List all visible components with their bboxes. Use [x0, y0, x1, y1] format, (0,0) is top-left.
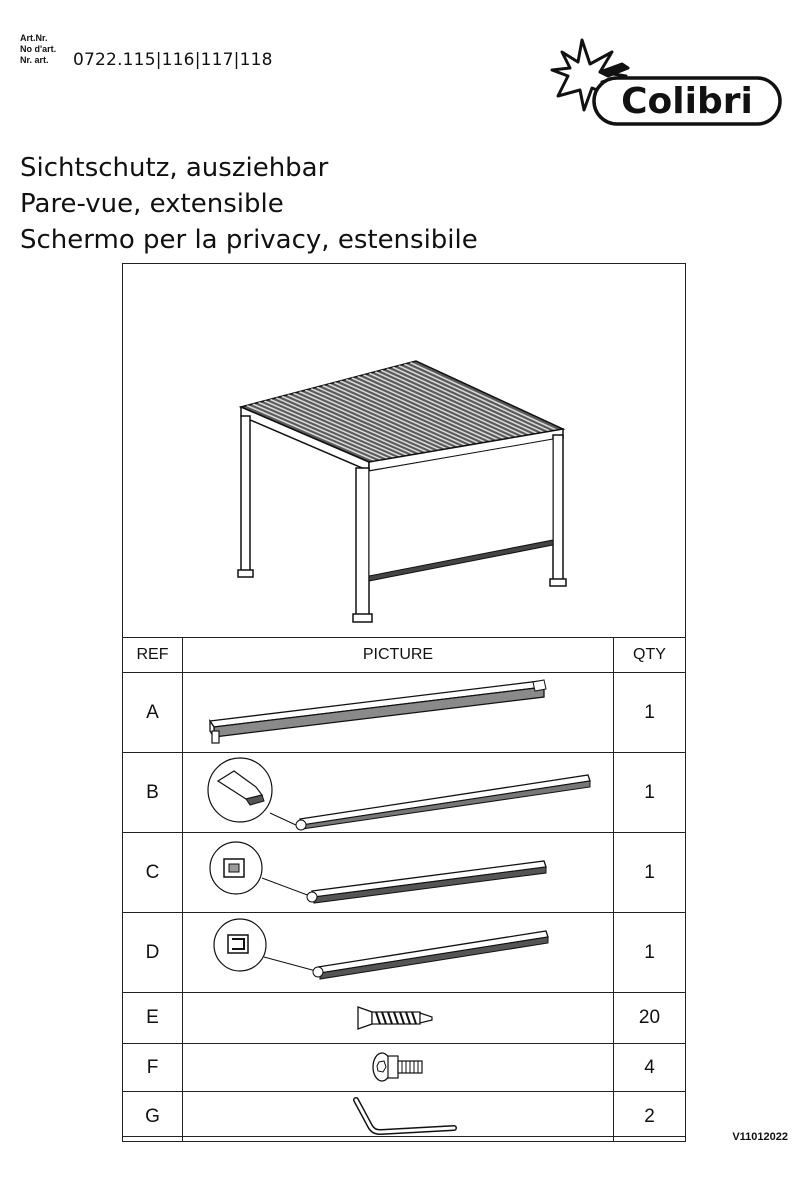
qty-cell: 1 [614, 673, 686, 753]
picture-cell [183, 1092, 614, 1142]
title-de: Sichtschutz, ausziehbar [20, 153, 329, 183]
ref-cell: C [123, 833, 183, 913]
self-drilling-screw-icon [338, 993, 458, 1043]
rail-profile-icon [188, 673, 608, 752]
title-it: Schermo per la privacy, estensibile [20, 225, 478, 255]
picture-cell [183, 913, 614, 993]
product-titles [20, 150, 478, 258]
qty-cell: 4 [614, 1044, 686, 1092]
table-row [123, 913, 686, 993]
qty-cell: 1 [614, 913, 686, 993]
header-qty: QTY [614, 638, 686, 673]
qty-cell: 1 [614, 753, 686, 833]
art-label-de: Art.Nr. [20, 33, 48, 43]
ref-cell: F [123, 1044, 183, 1092]
table-header-row [123, 638, 686, 673]
qty-cell: 2 [614, 1092, 686, 1142]
title-fr: Pare-vue, extensible [20, 189, 284, 219]
art-label-it: Nr. art. [20, 55, 49, 65]
angle-rail-with-detail-icon [188, 753, 608, 832]
table-row [123, 1044, 686, 1092]
socket-bolt-icon [338, 1044, 458, 1091]
table-row [123, 673, 686, 753]
picture-cell [183, 753, 614, 833]
ref-cell: E [123, 993, 183, 1044]
picture-cell [183, 993, 614, 1044]
pergola-illustration [123, 264, 685, 637]
ref-cell: G [123, 1092, 183, 1142]
channel-rail-with-detail-icon [188, 913, 608, 992]
ref-cell: A [123, 673, 183, 753]
article-number: 0722.115|116|117|118 [73, 50, 273, 70]
article-number-labels [20, 33, 56, 66]
box-rail-with-detail-icon [188, 833, 608, 912]
table-row [123, 1092, 686, 1142]
version-code: V11012022 [732, 1131, 788, 1143]
allen-key-icon [318, 1092, 478, 1141]
qty-cell: 1 [614, 833, 686, 913]
table-row [123, 993, 686, 1044]
parts-sheet [122, 263, 686, 1137]
picture-cell [183, 673, 614, 753]
table-row [123, 833, 686, 913]
header-picture: PICTURE [183, 638, 614, 673]
parts-table [122, 637, 686, 1142]
picture-cell [183, 1044, 614, 1092]
qty-cell: 20 [614, 993, 686, 1044]
art-label-fr: No d'art. [20, 44, 57, 54]
table-row [123, 753, 686, 833]
colibri-logo [538, 30, 788, 130]
brand-wordmark: Colibri [621, 81, 753, 122]
picture-cell [183, 833, 614, 913]
header-ref: REF [123, 638, 183, 673]
ref-cell: D [123, 913, 183, 993]
ref-cell: B [123, 753, 183, 833]
